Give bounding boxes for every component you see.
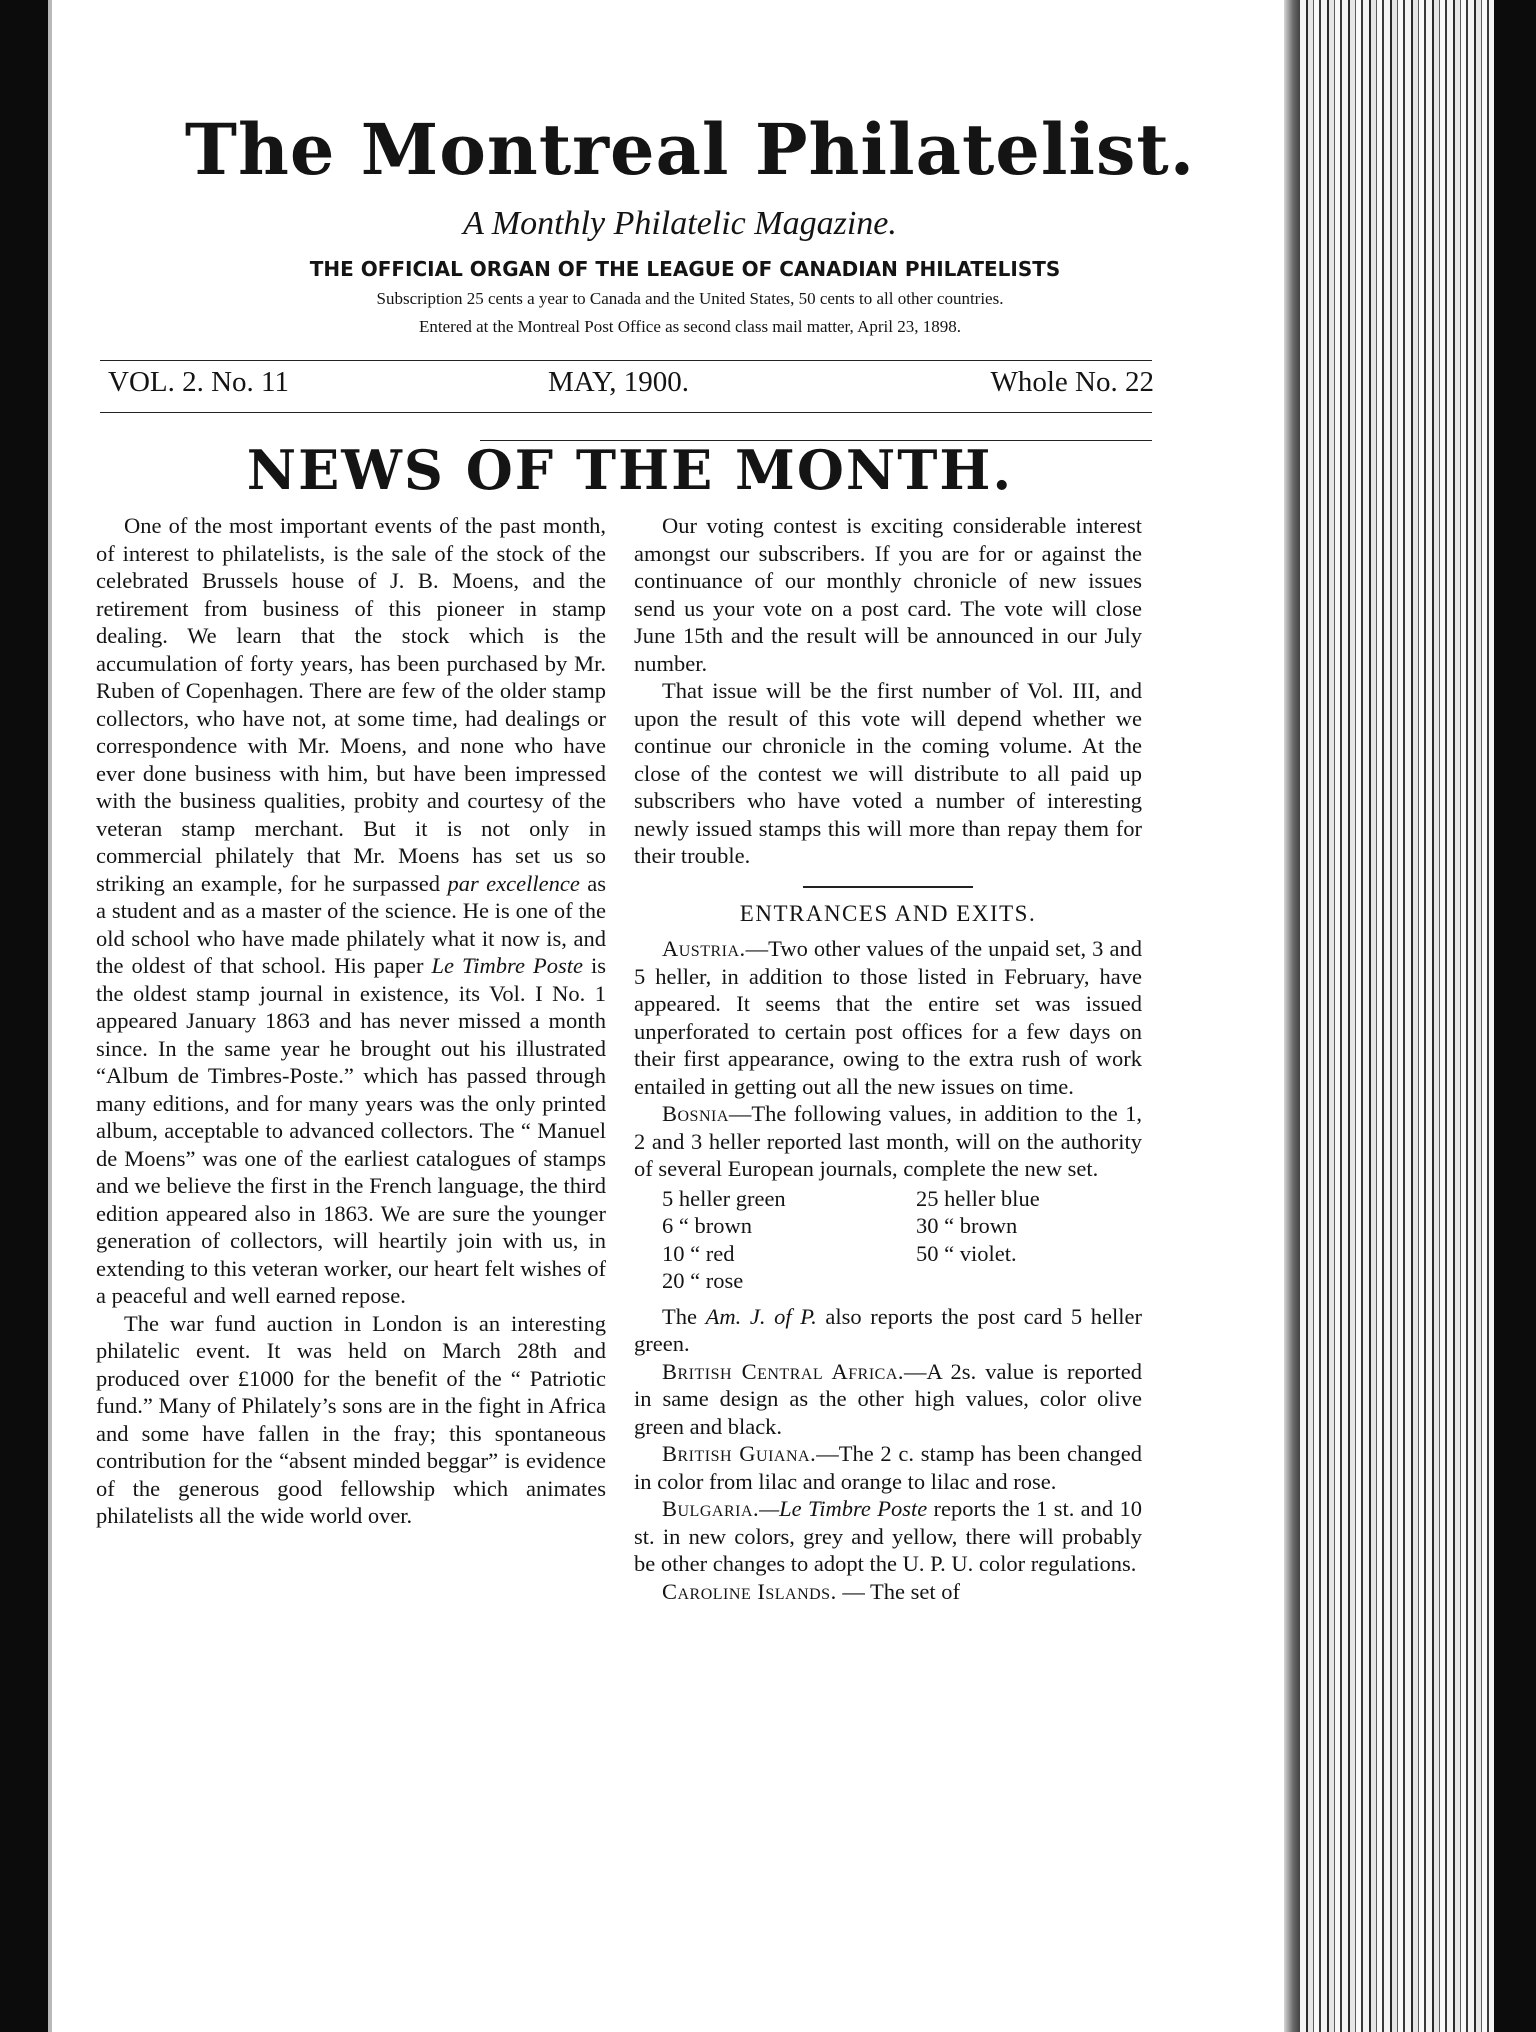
amj-pre: The — [662, 1303, 697, 1329]
table-row — [634, 1212, 1142, 1240]
scan-border-left — [0, 0, 48, 2032]
austria-name: Austria. — [662, 936, 746, 961]
moens-text-b: as a student and as a master of the science. He is one of the old school who have made philately what it now is, and the oldest of that school. His paper — [96, 870, 607, 978]
value-cell — [888, 1267, 1142, 1295]
value-cell: 6 “ brown — [662, 1213, 752, 1238]
italic-le-timbre-poste: Le Timbre Poste — [431, 953, 583, 978]
bg-name: British Guiana. — [662, 1441, 817, 1466]
scan-border-right — [1494, 0, 1536, 2032]
masthead — [60, 110, 1280, 338]
official-organ-line: THE OFFICIAL ORGAN OF THE LEAGUE OF CANADIAN PHILATELISTS — [309, 257, 1061, 281]
issue-date: MAY, 1900. — [548, 366, 690, 398]
value-cell: 25 heller blue — [915, 1185, 1040, 1211]
vol3-paragraph: That issue will be the first number of Vol. III, and upon the result of this vote will depend whether we continue our chronicle in the coming volume. At the close of the contest we will distribute to all paid up subscribers who have voted a number of interesting newly issued stamps this will more than repay them for their trouble. — [634, 678, 1142, 868]
amj-paragraph — [634, 1303, 1142, 1358]
table-row — [634, 1240, 1142, 1268]
italic-par-excellence: par excellence — [447, 870, 580, 896]
masthead-tagline: A Monthly Philatelic Magazine. — [463, 205, 897, 242]
issue-line — [104, 366, 1154, 408]
bosnia-name: Bosnia — [662, 1101, 729, 1126]
italic-am-j-of-p: Am. J. of P. — [705, 1303, 817, 1329]
bosnia-text: —The following values, in addition to the 1, 2 and 3 heller reported last month, will on the authority of several European journals, complete the new set. — [634, 1101, 1142, 1181]
bosnia-values-table — [634, 1185, 1142, 1295]
masthead-title: The Montreal Philatelist. — [184, 108, 1196, 191]
amj-text: also reports the post card 5 heller green. — [634, 1303, 1143, 1356]
rule-top — [100, 360, 1152, 361]
value-cell: 50 “ violet. — [915, 1240, 1017, 1266]
left-column — [96, 512, 606, 1530]
bca-name: British Central Africa. — [662, 1358, 905, 1384]
austria-paragraph — [634, 935, 1142, 1100]
caroline-text: — The set of — [842, 1578, 961, 1604]
caroline-paragraph — [634, 1578, 1142, 1606]
war-fund-paragraph: The war fund auction in London is an interesting philatelic event. It was held on March 28th and produced over £1000 for the benefit of the “ Patriotic fund.” Many of Philately’s sons are in the fight in Africa and some have fallen in the fray; this spontaneous contribution for the “absent minded beggar” is evidence of the generous good fellowship which animates philatelists all the wide world over. — [96, 1310, 606, 1528]
austria-text: —Two other values of the unpaid set, 3 and 5 heller, in addition to those listed in February, have appeared. It seems that the entire set was issued unperforated to certain post offices for a few days on their first appearance, owing to the extra rush of work entailed in getting out all the new issues on time. — [634, 936, 1142, 1099]
headline: NEWS OF THE MONTH. — [246, 438, 1014, 502]
value-cell: 30 “ brown — [915, 1213, 1018, 1238]
moens-text-a: One of the most important events of the past month, of interest to philatelists, is the sale of the stock of the celebrated Brussels house of J. B. Moens, and the retirement from business of this pioneer in stamp dealing. We learn that the stock which is the accumulation of forty years, has been purchased by Mr. Ruben of Copenhagen. There are few of the older stamp collectors, who have not, at some time, had dealings or correspondence with Mr. Moens, and none who have ever done business with him, but have been impressed with the business qualities, probity and courtesy of the veteran stamp merchant. But it is not only in commercial philately that Mr. Moens has set us so striking an example, for he surpassed — [96, 513, 606, 896]
bulgaria-name: Bulgaria. — [662, 1496, 760, 1521]
value-cell: 10 “ red — [662, 1240, 735, 1266]
table-row — [634, 1185, 1142, 1213]
bg-text: —The 2 c. stamp has been changed in color from lilac and orange to lilac and rose. — [634, 1441, 1143, 1494]
volume-number: VOL. 2. No. 11 — [108, 366, 289, 398]
section-divider — [803, 886, 973, 888]
bg-paragraph — [634, 1440, 1142, 1495]
caroline-name: Caroline Islands. — [662, 1578, 837, 1604]
value-cell: 5 heller green — [662, 1185, 786, 1211]
right-column — [634, 512, 1142, 1605]
table-row — [634, 1267, 1142, 1295]
bulgaria-text: reports the 1 st. and 10 st. in new colors, grey and yellow, there will probably be other changes to adopt the U. P. U. color regulations. — [634, 1496, 1142, 1576]
italic-le-timbre-poste-2: —Le Timbre Poste — [759, 1496, 928, 1521]
moens-text-c: is the oldest stamp journal in existence, its Vol. I No. 1 appeared January 1863 and has never missed a month since. In the same year he brought out his illustrated “Album de Timbres-Poste.” which has passed through many editions, and for many years was the only printed album, acceptable to advanced collectors. The “ Manuel de Moens” was one of the earliest catalogues of stamps and we believe the first in the French language, the third edition appeared also in 1863. We are sure the younger generation of collectors, will heartily join with us, in extending to this veteran worker, our heart felt wishes of a peaceful and well earned repose. — [96, 953, 607, 1308]
rule-middle — [100, 412, 1152, 413]
whole-number: Whole No. 22 — [990, 366, 1154, 398]
section-title: ENTRANCES AND EXITS. — [739, 900, 1037, 926]
bulgaria-paragraph — [634, 1495, 1142, 1578]
subscription-line: Subscription 25 cents a year to Canada and the United States, 50 cents to all other countries. — [376, 289, 1004, 308]
voting-paragraph: Our voting contest is exciting considerable interest amongst our subscribers. If you are for or against the continuance of our monthly chronicle of new issues send us your vote on a post card. The vote will close June 15th and the result will be announced in our July number. — [634, 513, 1142, 676]
bca-paragraph — [634, 1358, 1142, 1441]
moens-paragraph — [96, 512, 606, 1310]
paper-edge — [48, 0, 52, 2032]
entered-line: Entered at the Montreal Post Office as second class mail matter, April 23, 1898. — [419, 317, 961, 336]
value-cell: 20 “ rose — [662, 1268, 744, 1293]
page-stack — [1300, 0, 1494, 2032]
bca-text: —A 2s. value is reported in same design as the other high values, color olive green and black. — [634, 1358, 1142, 1439]
bosnia-paragraph — [634, 1100, 1142, 1183]
